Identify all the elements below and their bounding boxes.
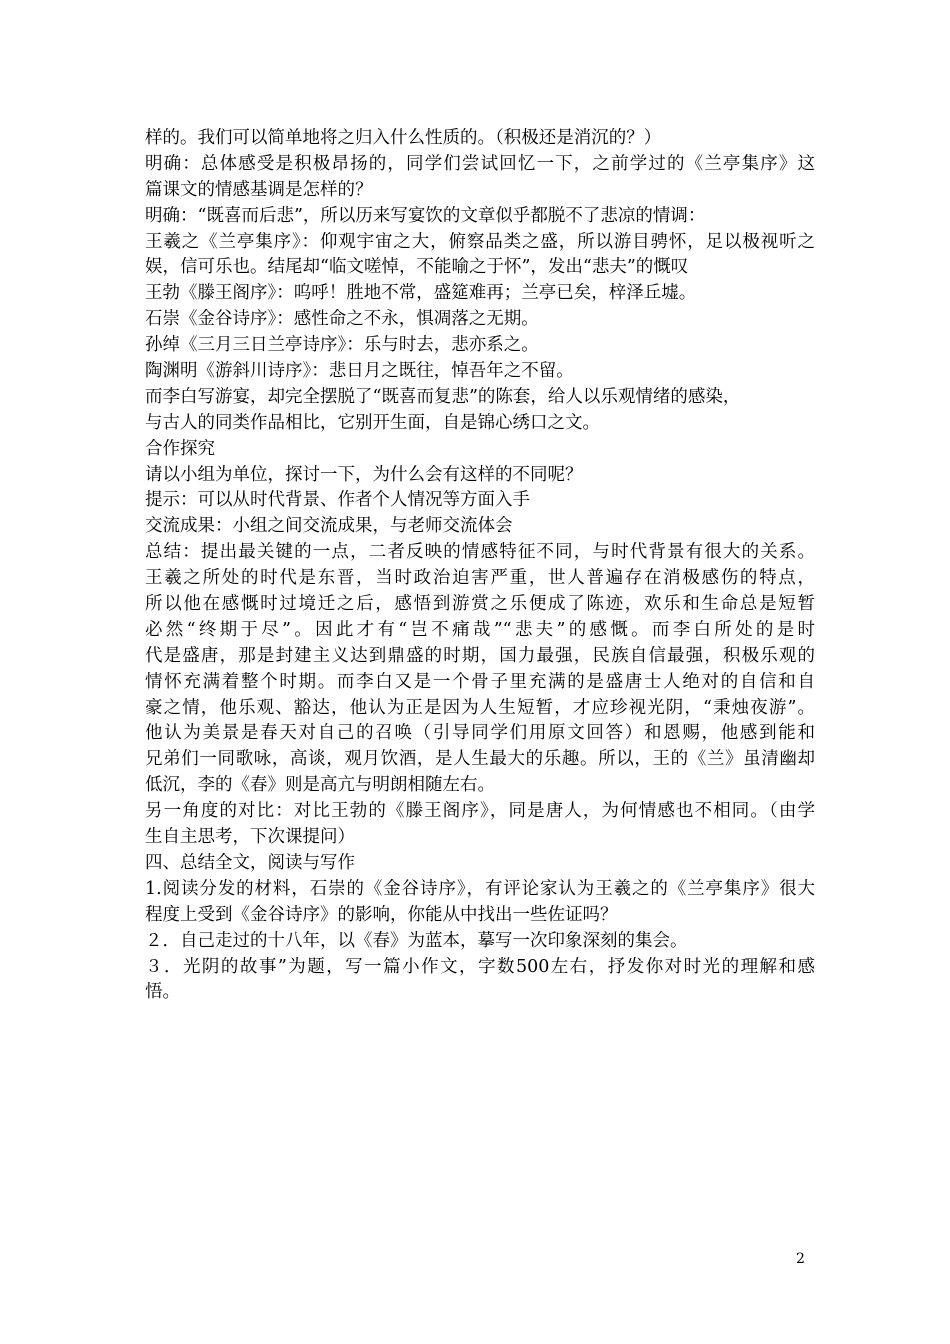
text-line: 程度上受到《金谷诗序》的影响，你能从中找出一些佐证吗？ <box>145 904 618 925</box>
text-line: 所以他在感慨时过境迁之后，感悟到游赏之乐便成了陈迹，欢乐和生命总是短暂 <box>145 594 815 615</box>
text-line: 必然“终期于尽”。因此才有“岂不痛哉”“悲夫”的感慨。而李白所处的是时 <box>145 619 815 640</box>
text-line: 与古人的同类作品相比，它别开生面，自是锦心绣口之文。 <box>145 412 600 433</box>
text-line: 娱，信可乐也。结尾却“临文嗟悼，不能喻之于怀”，发出“悲夫”的慨叹 <box>145 257 689 278</box>
text-line: 明确：总体感受是积极昂扬的，同学们尝试回忆一下，之前学过的《兰亭集序》这 <box>145 153 815 174</box>
text-line: 生自主思考，下次课提问） <box>145 827 355 848</box>
section-heading: 四、总结全文，阅读与写作 <box>145 852 355 873</box>
text-line: ３．光阴的故事”为题，写一篇小作文，字数500左右，抒发你对时光的理解和感 <box>145 956 815 977</box>
text-line: ２．自己走过的十八年，以《春》为蓝本，摹写一次印象深刻的集会。 <box>145 930 688 951</box>
text-line: 兄弟们一同歌咏，高谈，观月饮酒，是人生最大的乐趣。所以，王的《兰》虽清幽却 <box>145 749 815 770</box>
document-body <box>145 126 815 1006</box>
text-line: 豪之情，他乐观、豁达，他认为正是因为人生短暂，才应珍视光阴，“秉烛夜游”。 <box>145 697 815 718</box>
text-line: 而李白写游宴，却完全摆脱了“既喜而复悲”的陈套，给人以乐观情绪的感染， <box>145 386 741 407</box>
text-line: 样的。我们可以简单地将之归入什么性质的。（积极还是消沉的？） <box>145 128 662 148</box>
text-line: 代是盛唐，那是封建主义达到鼎盛的时期，国力最强，民族自信最强，积极乐观的 <box>145 645 815 666</box>
text-line: 孙绰《三月三日兰亭诗序》：乐与时去，悲亦系之。 <box>145 335 539 356</box>
text-line: 请以小组为单位，探讨一下，为什么会有这样的不同呢？ <box>145 464 583 485</box>
text-line: 情怀充满着整个时期。而李白又是一个骨子里充满的是盛唐士人绝对的自信和自 <box>145 671 815 692</box>
text-line: 总结：提出最关键的一点，二者反映的情感特征不同，与时代背景有很大的关系。 <box>145 542 815 563</box>
text-line: 王羲之《兰亭集序》：仰观宇宙之大，俯察品类之盛，所以游目骋怀，足以极视听之 <box>145 231 815 252</box>
text-line: 悟。 <box>145 982 180 1003</box>
text-line: 王羲之所处的时代是东晋，当时政治迫害严重，世人普遍存在消极感伤的特点， <box>145 568 815 589</box>
text-line: 提示：可以从时代背景、作者个人情况等方面入手 <box>145 490 530 511</box>
text-line: 陶渊明《游斜川诗序》：悲日月之既往，悼吾年之不留。 <box>145 361 574 382</box>
text-line: 1.阅读分发的材料，石崇的《金谷诗序》，有评论家认为王羲之的《兰亭集序》很大 <box>145 878 815 899</box>
text-line: 石崇《金谷诗序》：感性命之不永，惧凋落之无期。 <box>145 309 539 330</box>
page-number: 2 <box>796 1251 805 1267</box>
text-line: 低沉，李的《春》则是高亢与明朗相随左右。 <box>145 775 495 796</box>
text-line: 另一角度的对比：对比王勃的《滕王阁序》，同是唐人，为何情感也不相同。（由学 <box>145 801 815 822</box>
text-line: 他认为美景是春天对自己的召唤（引导同学们用原文回答）和恩赐，他感到能和 <box>145 723 815 744</box>
text-line: 交流成果：小组之间交流成果，与老师交流体会 <box>145 516 513 537</box>
section-heading: 合作探究 <box>145 438 215 459</box>
text-line: 王勃《滕王阁序》：呜呼！胜地不常，盛筵难再；兰亭已矣，梓泽丘墟。 <box>145 283 697 304</box>
text-line: 篇课文的情感基调是怎样的？ <box>145 179 373 200</box>
text-line: 明确：“既喜而后悲”，所以历来写宴饮的文章似乎都脱不了悲凉的情调： <box>145 205 706 226</box>
